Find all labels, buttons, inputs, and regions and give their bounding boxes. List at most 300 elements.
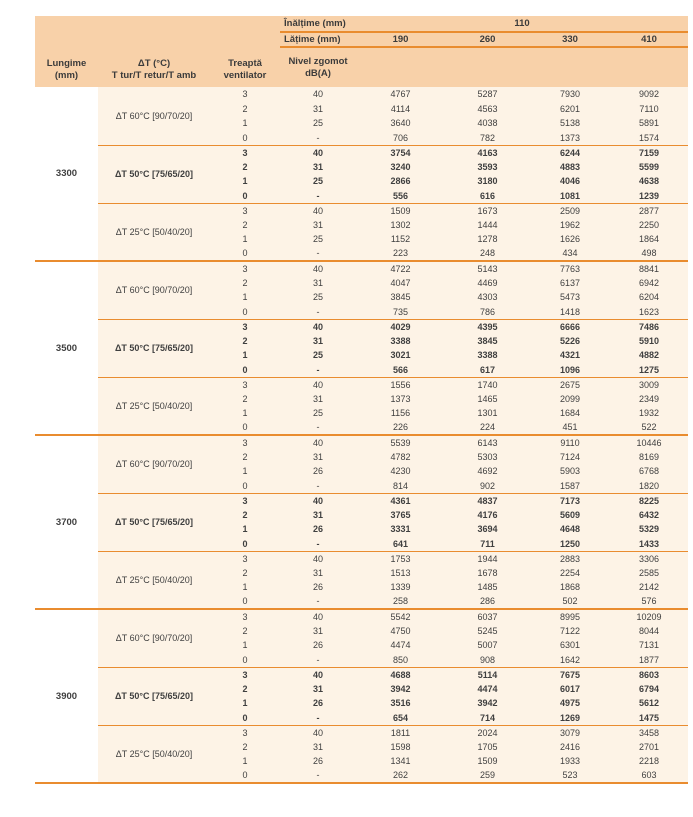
fan-speed-cell: 3 <box>210 667 280 682</box>
value-cell-w190: 3331 <box>356 522 445 537</box>
lungime-column-header <box>35 16 98 87</box>
noise-level-cell: - <box>280 189 356 204</box>
noise-level-cell: - <box>280 711 356 726</box>
value-cell-w330: 2675 <box>530 377 610 392</box>
header-spacer <box>356 47 688 87</box>
value-cell-w260: 902 <box>445 479 530 494</box>
value-cell-w260: 4692 <box>445 464 530 479</box>
value-cell-w410: 2250 <box>610 218 688 233</box>
value-cell-w410: 6794 <box>610 682 688 697</box>
value-cell-w260: 1278 <box>445 232 530 247</box>
value-cell-w190: 641 <box>356 537 445 552</box>
value-cell-w330: 9110 <box>530 435 610 450</box>
value-cell-w330: 2099 <box>530 392 610 407</box>
noise-level-cell: 31 <box>280 740 356 755</box>
inaltime-label: Înălțime (mm) <box>280 16 356 32</box>
fan-speed-cell: 0 <box>210 711 280 726</box>
table-row <box>35 493 688 508</box>
value-cell-w330: 5903 <box>530 464 610 479</box>
noise-level-cell: 31 <box>280 392 356 407</box>
value-cell-w190: 4474 <box>356 638 445 653</box>
noise-level-cell: 31 <box>280 218 356 233</box>
inaltime-value: 110 <box>356 16 688 32</box>
value-cell-w260: 711 <box>445 537 530 552</box>
value-cell-w410: 3306 <box>610 551 688 566</box>
radiator-performance-table <box>35 16 688 784</box>
value-cell-w330: 6666 <box>530 319 610 334</box>
value-cell-w330: 1096 <box>530 363 610 378</box>
table-row <box>35 87 688 102</box>
table-row <box>35 609 688 624</box>
value-cell-w260: 4837 <box>445 493 530 508</box>
value-cell-w410: 1623 <box>610 305 688 320</box>
fan-speed-cell: 2 <box>210 218 280 233</box>
value-cell-w260: 224 <box>445 421 530 436</box>
noise-level-cell: 40 <box>280 145 356 160</box>
noise-level-cell: 40 <box>280 435 356 450</box>
value-cell-w330: 6137 <box>530 276 610 291</box>
fan-speed-cell: 0 <box>210 769 280 784</box>
value-cell-w410: 2877 <box>610 203 688 218</box>
table-row <box>35 319 688 334</box>
value-cell-w190: 4782 <box>356 450 445 465</box>
value-cell-w410: 5910 <box>610 334 688 349</box>
noise-level-cell: - <box>280 363 356 378</box>
value-cell-w190: 814 <box>356 479 445 494</box>
value-cell-w260: 1301 <box>445 406 530 421</box>
value-cell-w330: 7122 <box>530 624 610 639</box>
value-cell-w190: 1811 <box>356 725 445 740</box>
noise-level-cell: 31 <box>280 160 356 175</box>
lungime-cell: 3900 <box>35 609 98 783</box>
value-cell-w190: 3240 <box>356 160 445 175</box>
value-cell-w410: 2218 <box>610 754 688 769</box>
fan-speed-cell: 2 <box>210 624 280 639</box>
value-cell-w330: 1962 <box>530 218 610 233</box>
noise-level-cell: - <box>280 769 356 784</box>
delta-t-label-line1: ΔT (°C) <box>137 58 171 70</box>
value-cell-w190: 226 <box>356 421 445 436</box>
fan-speed-cell: 1 <box>210 522 280 537</box>
noise-level-cell: 40 <box>280 551 356 566</box>
lungime-cell: 3500 <box>35 261 98 435</box>
value-cell-w330: 2883 <box>530 551 610 566</box>
fan-speed-cell: 1 <box>210 174 280 189</box>
table-header <box>35 16 688 87</box>
value-cell-w190: 5539 <box>356 435 445 450</box>
table-row <box>35 551 688 566</box>
fan-speed-cell: 1 <box>210 232 280 247</box>
value-cell-w410: 3458 <box>610 725 688 740</box>
value-cell-w260: 4303 <box>445 290 530 305</box>
value-cell-w260: 714 <box>445 711 530 726</box>
value-cell-w330: 5138 <box>530 116 610 131</box>
value-cell-w330: 7173 <box>530 493 610 508</box>
value-cell-w190: 4361 <box>356 493 445 508</box>
value-cell-w330: 6017 <box>530 682 610 697</box>
value-cell-w190: 1513 <box>356 566 445 581</box>
table-row <box>35 377 688 392</box>
value-cell-w330: 502 <box>530 595 610 610</box>
value-cell-w190: 4114 <box>356 102 445 117</box>
noise-level-cell: 40 <box>280 319 356 334</box>
value-cell-w410: 4638 <box>610 174 688 189</box>
value-cell-w190: 850 <box>356 653 445 668</box>
table-body <box>35 87 688 783</box>
fan-speed-cell: 2 <box>210 334 280 349</box>
value-cell-w410: 8225 <box>610 493 688 508</box>
fan-speed-cell: 2 <box>210 392 280 407</box>
value-cell-w190: 1152 <box>356 232 445 247</box>
value-cell-w190: 4722 <box>356 261 445 276</box>
value-cell-w330: 8995 <box>530 609 610 624</box>
fan-speed-cell: 2 <box>210 102 280 117</box>
fan-speed-cell: 2 <box>210 160 280 175</box>
fan-speed-cell: 0 <box>210 189 280 204</box>
value-cell-w190: 3845 <box>356 290 445 305</box>
value-cell-w190: 1509 <box>356 203 445 218</box>
value-cell-w260: 1509 <box>445 754 530 769</box>
value-cell-w190: 3021 <box>356 348 445 363</box>
fan-speed-cell: 3 <box>210 319 280 334</box>
value-cell-w330: 523 <box>530 769 610 784</box>
fan-speed-cell: 3 <box>210 725 280 740</box>
table-row <box>35 261 688 276</box>
delta-t-cell: ΔT 60°C [90/70/20] <box>98 261 210 319</box>
value-cell-w190: 3516 <box>356 696 445 711</box>
value-cell-w190: 1341 <box>356 754 445 769</box>
lungime-cell: 3300 <box>35 87 98 261</box>
value-cell-w260: 908 <box>445 653 530 668</box>
treapta-label-line2: ventilator <box>223 70 267 82</box>
value-cell-w330: 2509 <box>530 203 610 218</box>
noise-level-cell: 25 <box>280 232 356 247</box>
value-cell-w410: 9092 <box>610 87 688 102</box>
fan-speed-cell: 0 <box>210 247 280 262</box>
value-cell-w260: 5143 <box>445 261 530 276</box>
fan-speed-cell: 1 <box>210 116 280 131</box>
noise-level-cell: 25 <box>280 348 356 363</box>
value-cell-w260: 5245 <box>445 624 530 639</box>
value-cell-w330: 7930 <box>530 87 610 102</box>
value-cell-w190: 4230 <box>356 464 445 479</box>
fan-speed-cell: 2 <box>210 450 280 465</box>
value-cell-w410: 1574 <box>610 131 688 146</box>
noise-level-cell: 26 <box>280 580 356 595</box>
delta-t-cell: ΔT 60°C [90/70/20] <box>98 609 210 667</box>
noise-level-cell: 31 <box>280 508 356 523</box>
value-cell-w330: 7763 <box>530 261 610 276</box>
value-cell-w260: 1673 <box>445 203 530 218</box>
value-cell-w190: 223 <box>356 247 445 262</box>
value-cell-w330: 7124 <box>530 450 610 465</box>
value-cell-w410: 603 <box>610 769 688 784</box>
value-cell-w410: 2701 <box>610 740 688 755</box>
value-cell-w260: 1705 <box>445 740 530 755</box>
value-cell-w410: 10446 <box>610 435 688 450</box>
value-cell-w330: 451 <box>530 421 610 436</box>
value-cell-w410: 1275 <box>610 363 688 378</box>
value-cell-w260: 4563 <box>445 102 530 117</box>
value-cell-w410: 3009 <box>610 377 688 392</box>
noise-level-cell: 40 <box>280 377 356 392</box>
delta-t-cell: ΔT 25°C [50/40/20] <box>98 377 210 435</box>
value-cell-w260: 5303 <box>445 450 530 465</box>
noise-level-cell: - <box>280 131 356 146</box>
value-cell-w330: 6244 <box>530 145 610 160</box>
fan-speed-cell: 2 <box>210 508 280 523</box>
value-cell-w190: 1598 <box>356 740 445 755</box>
value-cell-w410: 6204 <box>610 290 688 305</box>
value-cell-w260: 4163 <box>445 145 530 160</box>
value-cell-w410: 1433 <box>610 537 688 552</box>
value-cell-w190: 4750 <box>356 624 445 639</box>
noise-level-cell: - <box>280 247 356 262</box>
value-cell-w410: 7159 <box>610 145 688 160</box>
fan-speed-cell: 1 <box>210 464 280 479</box>
value-cell-w260: 3180 <box>445 174 530 189</box>
noise-level-cell: 40 <box>280 667 356 682</box>
value-cell-w260: 4474 <box>445 682 530 697</box>
noise-level-cell: - <box>280 595 356 610</box>
value-cell-w330: 4883 <box>530 160 610 175</box>
value-cell-w330: 4321 <box>530 348 610 363</box>
fan-speed-cell: 2 <box>210 682 280 697</box>
noise-level-cell: - <box>280 421 356 436</box>
value-cell-w190: 566 <box>356 363 445 378</box>
fan-speed-cell: 1 <box>210 348 280 363</box>
value-cell-w260: 617 <box>445 363 530 378</box>
latime-label: Lățime (mm) <box>280 32 356 47</box>
value-cell-w330: 4648 <box>530 522 610 537</box>
fan-speed-cell: 2 <box>210 566 280 581</box>
value-cell-w260: 3942 <box>445 696 530 711</box>
value-cell-w330: 434 <box>530 247 610 262</box>
value-cell-w330: 4046 <box>530 174 610 189</box>
value-cell-w190: 3388 <box>356 334 445 349</box>
table-row <box>35 203 688 218</box>
noise-level-cell: 31 <box>280 102 356 117</box>
fan-speed-cell: 0 <box>210 131 280 146</box>
width-col-260: 260 <box>445 32 530 47</box>
value-cell-w410: 7486 <box>610 319 688 334</box>
value-cell-w410: 576 <box>610 595 688 610</box>
value-cell-w260: 2024 <box>445 725 530 740</box>
value-cell-w330: 1626 <box>530 232 610 247</box>
value-cell-w410: 1932 <box>610 406 688 421</box>
value-cell-w190: 4688 <box>356 667 445 682</box>
noise-level-cell: - <box>280 305 356 320</box>
noise-level-cell: 40 <box>280 87 356 102</box>
value-cell-w330: 2416 <box>530 740 610 755</box>
value-cell-w190: 4029 <box>356 319 445 334</box>
value-cell-w410: 1864 <box>610 232 688 247</box>
fan-speed-cell: 3 <box>210 435 280 450</box>
value-cell-w260: 286 <box>445 595 530 610</box>
fan-speed-cell: 3 <box>210 609 280 624</box>
nivel-label-line2: dB(A) <box>305 67 331 79</box>
value-cell-w260: 3388 <box>445 348 530 363</box>
value-cell-w190: 4047 <box>356 276 445 291</box>
value-cell-w330: 1081 <box>530 189 610 204</box>
value-cell-w260: 259 <box>445 769 530 784</box>
noise-level-cell: 31 <box>280 682 356 697</box>
noise-level-cell: 25 <box>280 406 356 421</box>
value-cell-w190: 1373 <box>356 392 445 407</box>
noise-level-cell: 26 <box>280 696 356 711</box>
delta-t-cell: ΔT 25°C [50/40/20] <box>98 725 210 783</box>
value-cell-w260: 6143 <box>445 435 530 450</box>
value-cell-w260: 1485 <box>445 580 530 595</box>
value-cell-w410: 1820 <box>610 479 688 494</box>
fan-speed-cell: 1 <box>210 406 280 421</box>
value-cell-w260: 1944 <box>445 551 530 566</box>
value-cell-w410: 10209 <box>610 609 688 624</box>
noise-level-cell: 31 <box>280 450 356 465</box>
value-cell-w190: 5542 <box>356 609 445 624</box>
lungime-label-line1: Lungime <box>46 58 87 70</box>
value-cell-w330: 1933 <box>530 754 610 769</box>
width-col-410: 410 <box>610 32 688 47</box>
value-cell-w190: 2866 <box>356 174 445 189</box>
lungime-label-line2: (mm) <box>54 70 79 82</box>
value-cell-w190: 735 <box>356 305 445 320</box>
value-cell-w410: 8603 <box>610 667 688 682</box>
value-cell-w330: 1269 <box>530 711 610 726</box>
value-cell-w410: 4882 <box>610 348 688 363</box>
value-cell-w330: 5473 <box>530 290 610 305</box>
value-cell-w330: 1587 <box>530 479 610 494</box>
value-cell-w410: 498 <box>610 247 688 262</box>
delta-t-cell: ΔT 60°C [90/70/20] <box>98 87 210 145</box>
noise-level-cell: 40 <box>280 609 356 624</box>
noise-level-cell: 31 <box>280 624 356 639</box>
value-cell-w330: 4975 <box>530 696 610 711</box>
delta-t-cell: ΔT 60°C [90/70/20] <box>98 435 210 493</box>
value-cell-w260: 5114 <box>445 667 530 682</box>
value-cell-w330: 1373 <box>530 131 610 146</box>
value-cell-w260: 3694 <box>445 522 530 537</box>
fan-speed-cell: 0 <box>210 595 280 610</box>
value-cell-w190: 4767 <box>356 87 445 102</box>
value-cell-w260: 4176 <box>445 508 530 523</box>
delta-t-cell: ΔT 25°C [50/40/20] <box>98 203 210 261</box>
delta-t-cell: ΔT 25°C [50/40/20] <box>98 551 210 609</box>
value-cell-w330: 1250 <box>530 537 610 552</box>
fan-speed-cell: 3 <box>210 87 280 102</box>
value-cell-w190: 3765 <box>356 508 445 523</box>
value-cell-w260: 4469 <box>445 276 530 291</box>
value-cell-w410: 2349 <box>610 392 688 407</box>
value-cell-w330: 7675 <box>530 667 610 682</box>
value-cell-w260: 6037 <box>445 609 530 624</box>
value-cell-w410: 7110 <box>610 102 688 117</box>
fan-speed-cell: 2 <box>210 276 280 291</box>
fan-speed-cell: 0 <box>210 421 280 436</box>
noise-level-cell: 26 <box>280 754 356 769</box>
value-cell-w410: 8044 <box>610 624 688 639</box>
value-cell-w190: 706 <box>356 131 445 146</box>
nivel-zgomot-column-header <box>280 47 356 87</box>
value-cell-w190: 3754 <box>356 145 445 160</box>
fan-speed-cell: 3 <box>210 551 280 566</box>
value-cell-w260: 3845 <box>445 334 530 349</box>
value-cell-w260: 5287 <box>445 87 530 102</box>
value-cell-w410: 5612 <box>610 696 688 711</box>
delta-t-cell: ΔT 50°C [75/65/20] <box>98 493 210 551</box>
value-cell-w190: 3942 <box>356 682 445 697</box>
value-cell-w190: 3640 <box>356 116 445 131</box>
value-cell-w330: 1418 <box>530 305 610 320</box>
value-cell-w190: 1156 <box>356 406 445 421</box>
noise-level-cell: 25 <box>280 116 356 131</box>
value-cell-w260: 4038 <box>445 116 530 131</box>
nivel-label-line1: Nivel zgomot <box>288 55 348 67</box>
value-cell-w190: 1556 <box>356 377 445 392</box>
fan-speed-cell: 2 <box>210 740 280 755</box>
delta-t-cell: ΔT 50°C [75/65/20] <box>98 319 210 377</box>
value-cell-w260: 4395 <box>445 319 530 334</box>
noise-level-cell: 40 <box>280 493 356 508</box>
noise-level-cell: 40 <box>280 203 356 218</box>
fan-speed-cell: 3 <box>210 377 280 392</box>
value-cell-w260: 1678 <box>445 566 530 581</box>
fan-speed-cell: 3 <box>210 261 280 276</box>
fan-speed-cell: 3 <box>210 493 280 508</box>
value-cell-w410: 5891 <box>610 116 688 131</box>
value-cell-w330: 6201 <box>530 102 610 117</box>
value-cell-w410: 1239 <box>610 189 688 204</box>
noise-level-cell: - <box>280 479 356 494</box>
value-cell-w330: 1868 <box>530 580 610 595</box>
width-col-330: 330 <box>530 32 610 47</box>
value-cell-w330: 2254 <box>530 566 610 581</box>
value-cell-w190: 258 <box>356 595 445 610</box>
table-row <box>35 667 688 682</box>
value-cell-w330: 6301 <box>530 638 610 653</box>
table-row <box>35 725 688 740</box>
fan-speed-cell: 0 <box>210 363 280 378</box>
fan-speed-cell: 1 <box>210 290 280 305</box>
noise-level-cell: 26 <box>280 464 356 479</box>
delta-t-column-header <box>98 16 210 87</box>
noise-level-cell: 31 <box>280 566 356 581</box>
value-cell-w260: 3593 <box>445 160 530 175</box>
value-cell-w410: 6432 <box>610 508 688 523</box>
value-cell-w330: 5609 <box>530 508 610 523</box>
value-cell-w410: 5329 <box>610 522 688 537</box>
value-cell-w190: 1339 <box>356 580 445 595</box>
treapta-label-line1: Treaptă <box>228 58 262 70</box>
value-cell-w410: 2142 <box>610 580 688 595</box>
fan-speed-cell: 1 <box>210 696 280 711</box>
value-cell-w410: 8841 <box>610 261 688 276</box>
value-cell-w410: 8169 <box>610 450 688 465</box>
value-cell-w410: 7131 <box>610 638 688 653</box>
noise-level-cell: 31 <box>280 334 356 349</box>
table-row <box>35 435 688 450</box>
value-cell-w410: 6768 <box>610 464 688 479</box>
noise-level-cell: 40 <box>280 261 356 276</box>
fan-speed-cell: 0 <box>210 479 280 494</box>
delta-t-label-line2: T tur/T retur/T amb <box>111 70 197 82</box>
fan-speed-cell: 3 <box>210 145 280 160</box>
width-col-190: 190 <box>356 32 445 47</box>
value-cell-w260: 1740 <box>445 377 530 392</box>
noise-level-cell: 25 <box>280 290 356 305</box>
value-cell-w190: 654 <box>356 711 445 726</box>
value-cell-w410: 522 <box>610 421 688 436</box>
